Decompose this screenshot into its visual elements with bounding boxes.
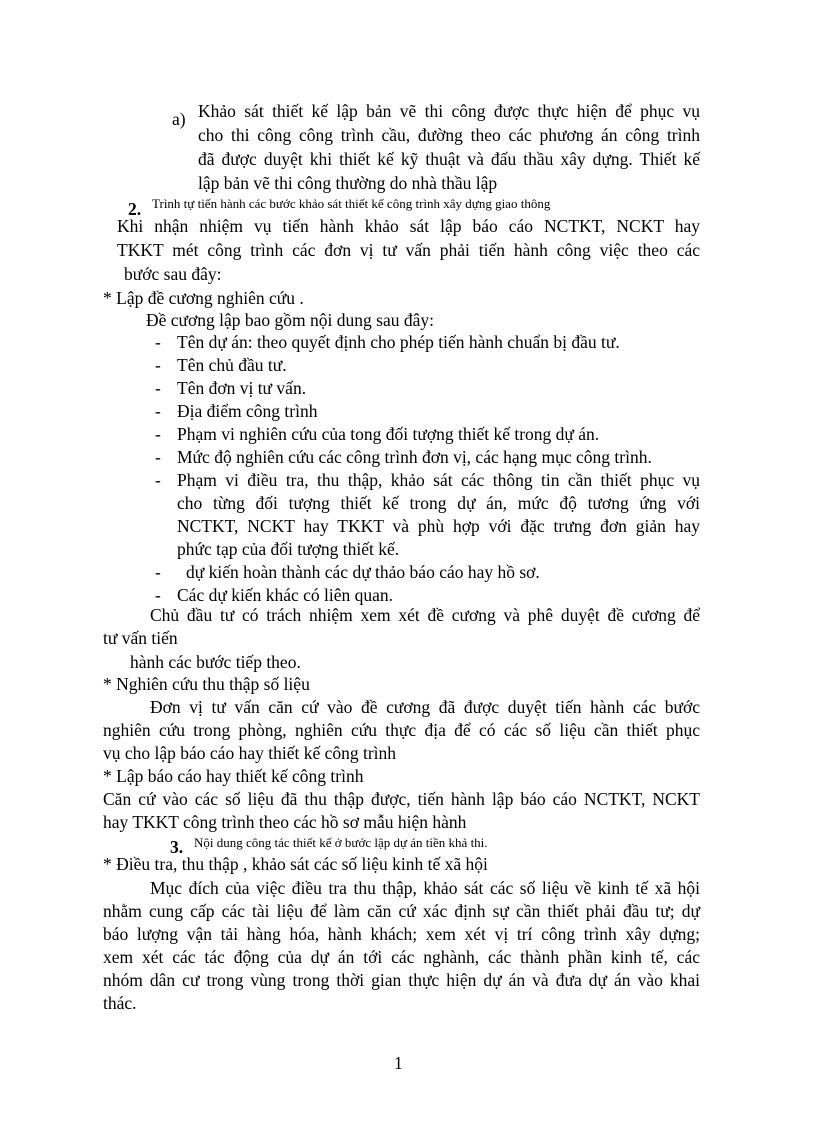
survey-line-6: thác. bbox=[103, 993, 137, 1013]
survey-line-4: xem xét các tác động của dự án tới các nghành, các thành phần kinh tế, các bbox=[103, 947, 700, 967]
report-heading: * Lập báo cáo hay thiết kế công trình bbox=[103, 766, 364, 786]
bullet-item-9: Các dự kiến khác có liên quan. bbox=[177, 585, 394, 605]
research-line-1: Đơn vị tư vấn căn cứ vào đề cương đã được duyệt tiến hành các bước bbox=[150, 697, 700, 717]
bullet-dash: - bbox=[155, 585, 161, 605]
bullet-dash: - bbox=[155, 562, 161, 582]
a-item-line-3: đã được duyệt khi thiết kế kỹ thuật và đấu thầu xây dựng. Thiết kế bbox=[198, 149, 700, 169]
bullet-item-8: dự kiến hoàn thành các dự thảo báo cáo hay hồ sơ. bbox=[186, 562, 540, 582]
section-3-number: 3. bbox=[170, 837, 184, 857]
bullet-dash: - bbox=[155, 401, 161, 421]
bullet-dash: - bbox=[155, 378, 161, 398]
bullet-item-3: Tên đơn vị tư vấn. bbox=[177, 378, 307, 398]
section-2-intro-line-1: Khi nhận nhiệm vụ tiến hành khảo sát lập báo cáo NCTKT, NCKT hay bbox=[117, 216, 700, 236]
research-line-2: nghiên cứu trong phòng, nghiên cứu thực địa để có các số liệu cần thiết phục bbox=[103, 720, 700, 740]
bullet-item-6: Mức độ nghiên cứu các công trình đơn vị, các hạng mục công trình. bbox=[177, 447, 652, 467]
research-line-3: vụ cho lập báo cáo hay thiết kế công trình bbox=[103, 743, 397, 763]
research-heading: * Nghiên cứu thu thập số liệu bbox=[103, 674, 310, 694]
section-2-title: Trình tự tiến hành các bước khảo sát thiết kế công trình xây dựng giao thông bbox=[152, 196, 551, 211]
survey-heading: * Điều tra, thu thập , khảo sát các số liệu kinh tế xã hội bbox=[103, 854, 488, 874]
outline-closing-line-3: hành các bước tiếp theo. bbox=[130, 652, 301, 672]
bullet-item-4: Địa điểm công trình bbox=[177, 401, 318, 421]
outline-lead: Đề cương lập bao gồm nội dung sau đây: bbox=[146, 310, 434, 330]
bullet-dash: - bbox=[155, 470, 161, 490]
bullet-dash: - bbox=[155, 332, 161, 352]
bullet-item-7-line-3: NCTKT, NCKT hay TKKT và phù hợp với đặc trưng đơn giản hay bbox=[177, 516, 700, 536]
report-line-1: Căn cứ vào các số liệu đã thu thập được, tiến hành lập báo cáo NCTKT, NCKT bbox=[103, 789, 700, 809]
a-item-line-2: cho thi công công trình cầu, đường theo các phương án công trình bbox=[198, 125, 700, 145]
bullet-item-5: Phạm vi nghiên cứu của tong đối tượng thiết kế trong dự án. bbox=[177, 424, 600, 444]
list-marker-a: a) bbox=[172, 109, 186, 129]
outline-closing-line-1: Chủ đầu tư có trách nhiệm xem xét đề cương và phê duyệt đề cương để bbox=[150, 605, 700, 625]
survey-line-5: nhóm dân cư trong vùng trong thời gian thực hiện dự án và đưa dự án vào khai bbox=[103, 970, 700, 990]
survey-line-2: nhằm cung cấp các tài liệu để làm căn cứ xác định sự cần thiết phải đầu tư; dự bbox=[103, 901, 700, 921]
section-3-title: Nội dung công tác thiết kế ở bước lập dự án tiền khả thi. bbox=[194, 835, 488, 850]
survey-line-1: Mục đích của việc điều tra thu thập, khảo sát các số liệu về kinh tế xã hội bbox=[150, 878, 700, 898]
survey-line-3: báo lượng vận tải hàng hóa, hành khách; xem xét vị trí công trình xây dựng; bbox=[103, 924, 700, 944]
section-2-number: 2. bbox=[128, 199, 142, 219]
bullet-item-7-line-1: Phạm vi điều tra, thu thập, khảo sát các thông tin cần thiết phục vụ bbox=[177, 470, 700, 490]
bullet-dash: - bbox=[155, 355, 161, 375]
section-2-intro-line-2: TKKT mét công trình các đơn vị tư vấn phải tiến hành công việc theo các bbox=[117, 240, 700, 260]
bullet-item-7-line-4: phức tạp của đối tượng thiết kế. bbox=[177, 539, 400, 559]
section-2-intro-line-3: bước sau đây: bbox=[124, 264, 222, 284]
a-item-line-4: lập bản vẽ thi công thường do nhà thầu lập bbox=[198, 173, 498, 193]
bullet-dash: - bbox=[155, 424, 161, 444]
bullet-dash: - bbox=[155, 447, 161, 467]
a-item-line-1: Khảo sát thiết kế lập bản vẽ thi công được thực hiện để phục vụ bbox=[198, 101, 700, 121]
page-number: 1 bbox=[394, 1053, 403, 1073]
bullet-item-7-line-2: cho từng đối tượng thiết kế trong dự án, mức độ tương ứng với bbox=[177, 493, 700, 513]
outline-closing-line-2: tư vấn tiến bbox=[103, 628, 178, 648]
outline-heading: * Lập đề cương nghiên cứu . bbox=[103, 288, 304, 308]
report-line-2: hay TKKT công trình theo các hồ sơ mẫu hiện hành bbox=[103, 812, 467, 832]
bullet-item-1: Tên dự án: theo quyết định cho phép tiến hành chuẩn bị đầu tư. bbox=[177, 332, 620, 352]
bullet-item-2: Tên chủ đầu tư. bbox=[177, 355, 287, 375]
